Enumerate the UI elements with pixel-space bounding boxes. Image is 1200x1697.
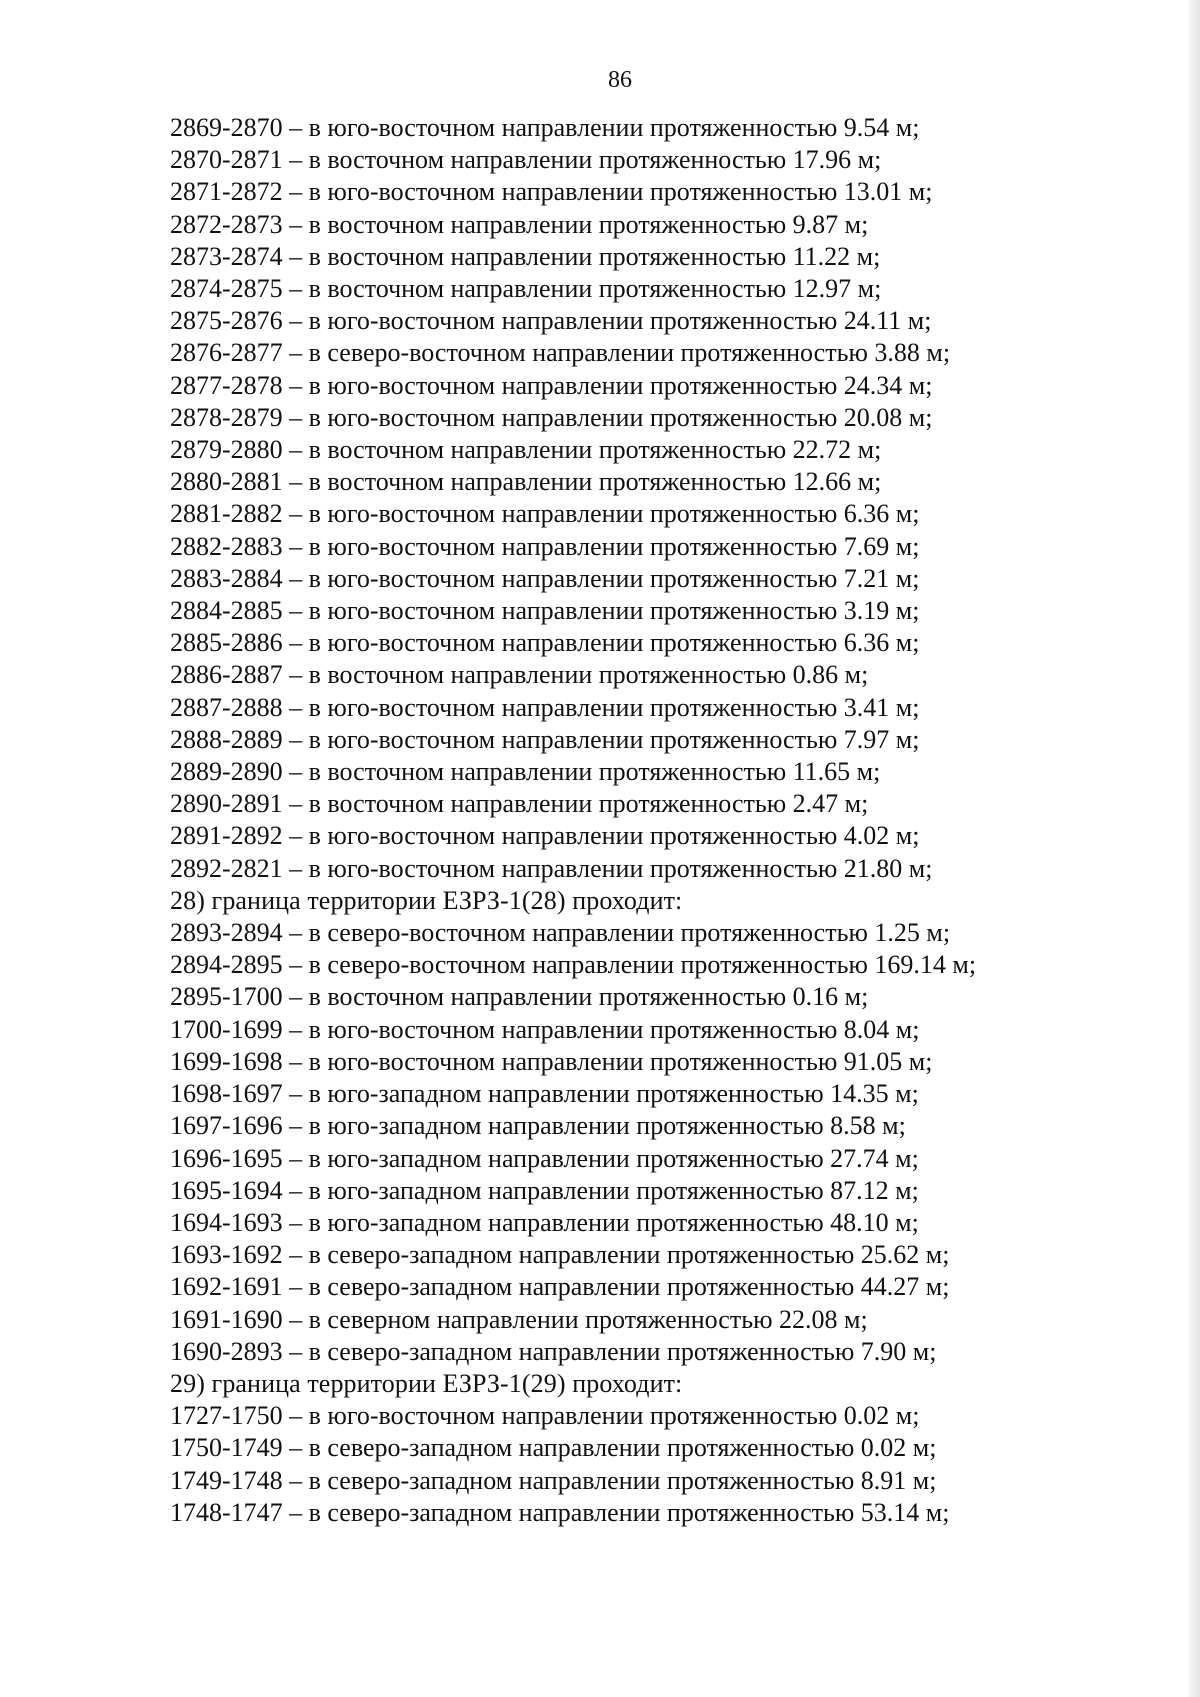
text-line: 2877-2878 – в юго-восточном направлении протяженностью 24.34 м; <box>170 370 933 400</box>
text-line: 1699-1698 – в юго-восточном направлении протяженностью 91.05 м; <box>170 1046 933 1076</box>
text-line: 2884-2885 – в юго-восточном направлении протяженностью 3.19 м; <box>170 596 920 626</box>
text-line: 2880-2881 – в восточном направлении протяженностью 12.66 м; <box>170 467 882 497</box>
section-heading: 28) граница территории ЕЗРЗ-1(28) проходит: <box>170 885 683 915</box>
text-line: 2888-2889 – в юго-восточном направлении протяженностью 7.97 м; <box>170 724 920 754</box>
text-line: 2893-2894 – в северо-восточном направлении протяженностью 1.25 м; <box>170 918 951 948</box>
text-line: 1693-1692 – в северо-западном направлении протяженностью 25.62 м; <box>170 1240 950 1270</box>
text-line: 2871-2872 – в юго-восточном направлении протяженностью 13.01 м; <box>170 177 933 207</box>
text-line: 2892-2821 – в юго-восточном направлении протяженностью 21.80 м; <box>170 853 933 883</box>
text-line: 2875-2876 – в юго-восточном направлении протяженностью 24.11 м; <box>170 306 932 336</box>
text-line: 1749-1748 – в северо-западном направлении протяженностью 8.91 м; <box>170 1465 937 1495</box>
text-line: 2890-2891 – в восточном направлении протяженностью 2.47 м; <box>170 789 869 819</box>
text-line: 2885-2886 – в юго-восточном направлении протяженностью 6.36 м; <box>170 628 920 658</box>
text-line: 2891-2892 – в юго-восточном направлении протяженностью 4.02 м; <box>170 821 920 851</box>
text-line: 1694-1693 – в юго-западном направлении протяженностью 48.10 м; <box>170 1207 919 1237</box>
text-line: 2894-2895 – в северо-восточном направлении протяженностью 169.14 м; <box>170 950 977 980</box>
text-line: 1695-1694 – в юго-западном направлении протяженностью 87.12 м; <box>170 1175 919 1205</box>
text-line: 2886-2887 – в восточном направлении протяженностью 0.86 м; <box>170 660 869 690</box>
text-line: 2879-2880 – в восточном направлении протяженностью 22.72 м; <box>170 435 882 465</box>
text-line: 1697-1696 – в юго-западном направлении протяженностью 8.58 м; <box>170 1111 906 1141</box>
text-line: 2876-2877 – в северо-восточном направлении протяженностью 3.88 м; <box>170 338 951 368</box>
text-line: 2889-2890 – в восточном направлении протяженностью 11.65 м; <box>170 757 881 787</box>
text-line: 1692-1691 – в северо-западном направлении протяженностью 44.27 м; <box>170 1272 950 1302</box>
text-line: 2873-2874 – в восточном направлении протяженностью 11.22 м; <box>170 241 881 271</box>
text-line: 1696-1695 – в юго-западном направлении протяженностью 27.74 м; <box>170 1143 919 1173</box>
text-line: 1748-1747 – в северо-западном направлении протяженностью 53.14 м; <box>170 1497 950 1527</box>
text-line: 1727-1750 – в юго-восточном направлении протяженностью 0.02 м; <box>170 1401 920 1431</box>
section-heading: 29) граница территории ЕЗРЗ-1(29) проходит: <box>170 1368 683 1398</box>
text-line: 2883-2884 – в юго-восточном направлении протяженностью 7.21 м; <box>170 563 920 593</box>
document-body <box>170 112 1070 1529</box>
text-line: 2878-2879 – в юго-восточном направлении протяженностью 20.08 м; <box>170 402 933 432</box>
text-line: 2872-2873 – в восточном направлении протяженностью 9.87 м; <box>170 209 869 239</box>
page-number: 86 <box>608 67 632 93</box>
text-line: 2881-2882 – в юго-восточном направлении протяженностью 6.36 м; <box>170 499 920 529</box>
text-line: 2869-2870 – в юго-восточном направлении протяженностью 9.54 м; <box>170 113 920 142</box>
text-line: 2887-2888 – в юго-восточном направлении протяженностью 3.41 м; <box>170 692 920 722</box>
text-line: 2870-2871 – в восточном направлении протяженностью 17.96 м; <box>170 145 882 175</box>
scan-edge <box>1186 0 1200 1697</box>
text-line: 1690-2893 – в северо-западном направлении протяженностью 7.90 м; <box>170 1336 937 1366</box>
text-line: 2882-2883 – в юго-восточном направлении протяженностью 7.69 м; <box>170 531 920 561</box>
text-line: 1750-1749 – в северо-западном направлении протяженностью 0.02 м; <box>170 1433 937 1463</box>
text-line: 1691-1690 – в северном направлении протяженностью 22.08 м; <box>170 1304 868 1334</box>
text-line: 2874-2875 – в восточном направлении протяженностью 12.97 м; <box>170 274 882 304</box>
text-line: 1698-1697 – в юго-западном направлении протяженностью 14.35 м; <box>170 1079 919 1109</box>
text-line: 2895-1700 – в восточном направлении протяженностью 0.16 м; <box>170 982 869 1012</box>
text-line: 1700-1699 – в юго-восточном направлении протяженностью 8.04 м; <box>170 1014 920 1044</box>
